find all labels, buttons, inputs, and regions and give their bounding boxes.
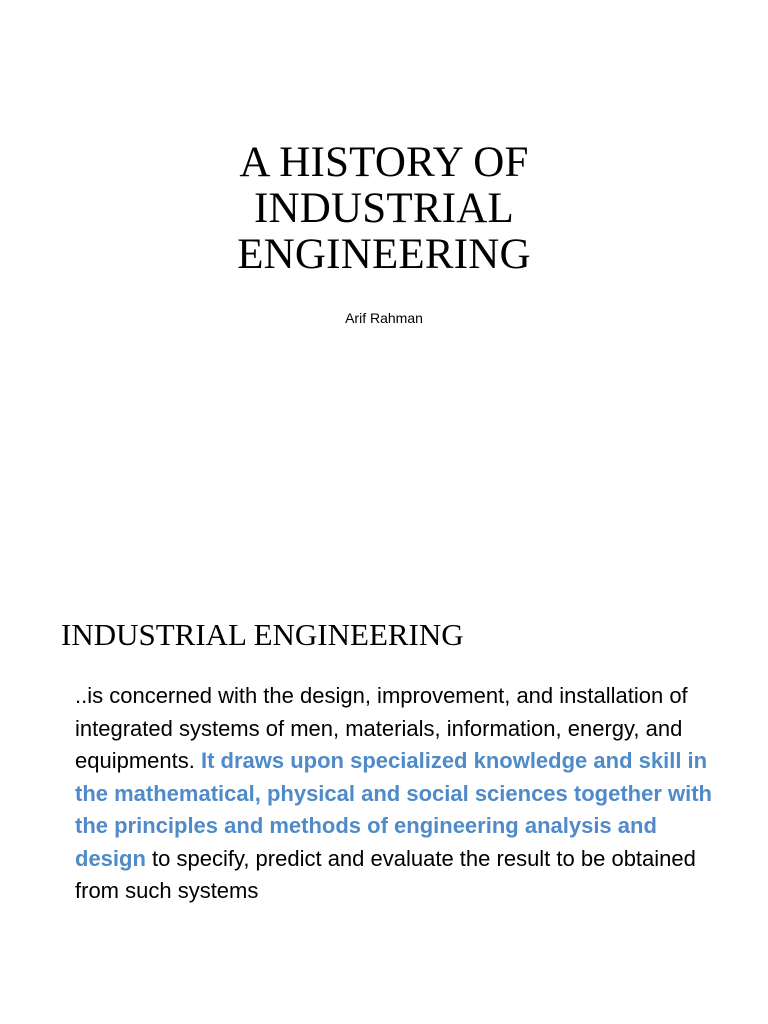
presentation-title (0, 140, 768, 278)
definition-paragraph (75, 680, 715, 908)
title-line-2: INDUSTRIAL (254, 185, 514, 232)
definition-outro: to specify, predict and evaluate the result to be obtained from such systems (75, 845, 696, 903)
content-slide (0, 512, 768, 1024)
definition-highlight: It draws upon specialized knowledge and skill in the mathematical, physical and social sciences together with the principles and methods of engineering analysis and design (75, 748, 712, 871)
title-line-3: ENGINEERING (237, 231, 531, 278)
definition-intro: ..is concerned with the design, improvement, and installation of integrated systems of men, materials, information, energy, and equipments. (75, 683, 688, 773)
section-heading: INDUSTRIAL ENGINEERING (61, 617, 464, 652)
author-name: Arif Rahman (345, 310, 423, 326)
title-line-1: A HISTORY OF (239, 139, 529, 186)
